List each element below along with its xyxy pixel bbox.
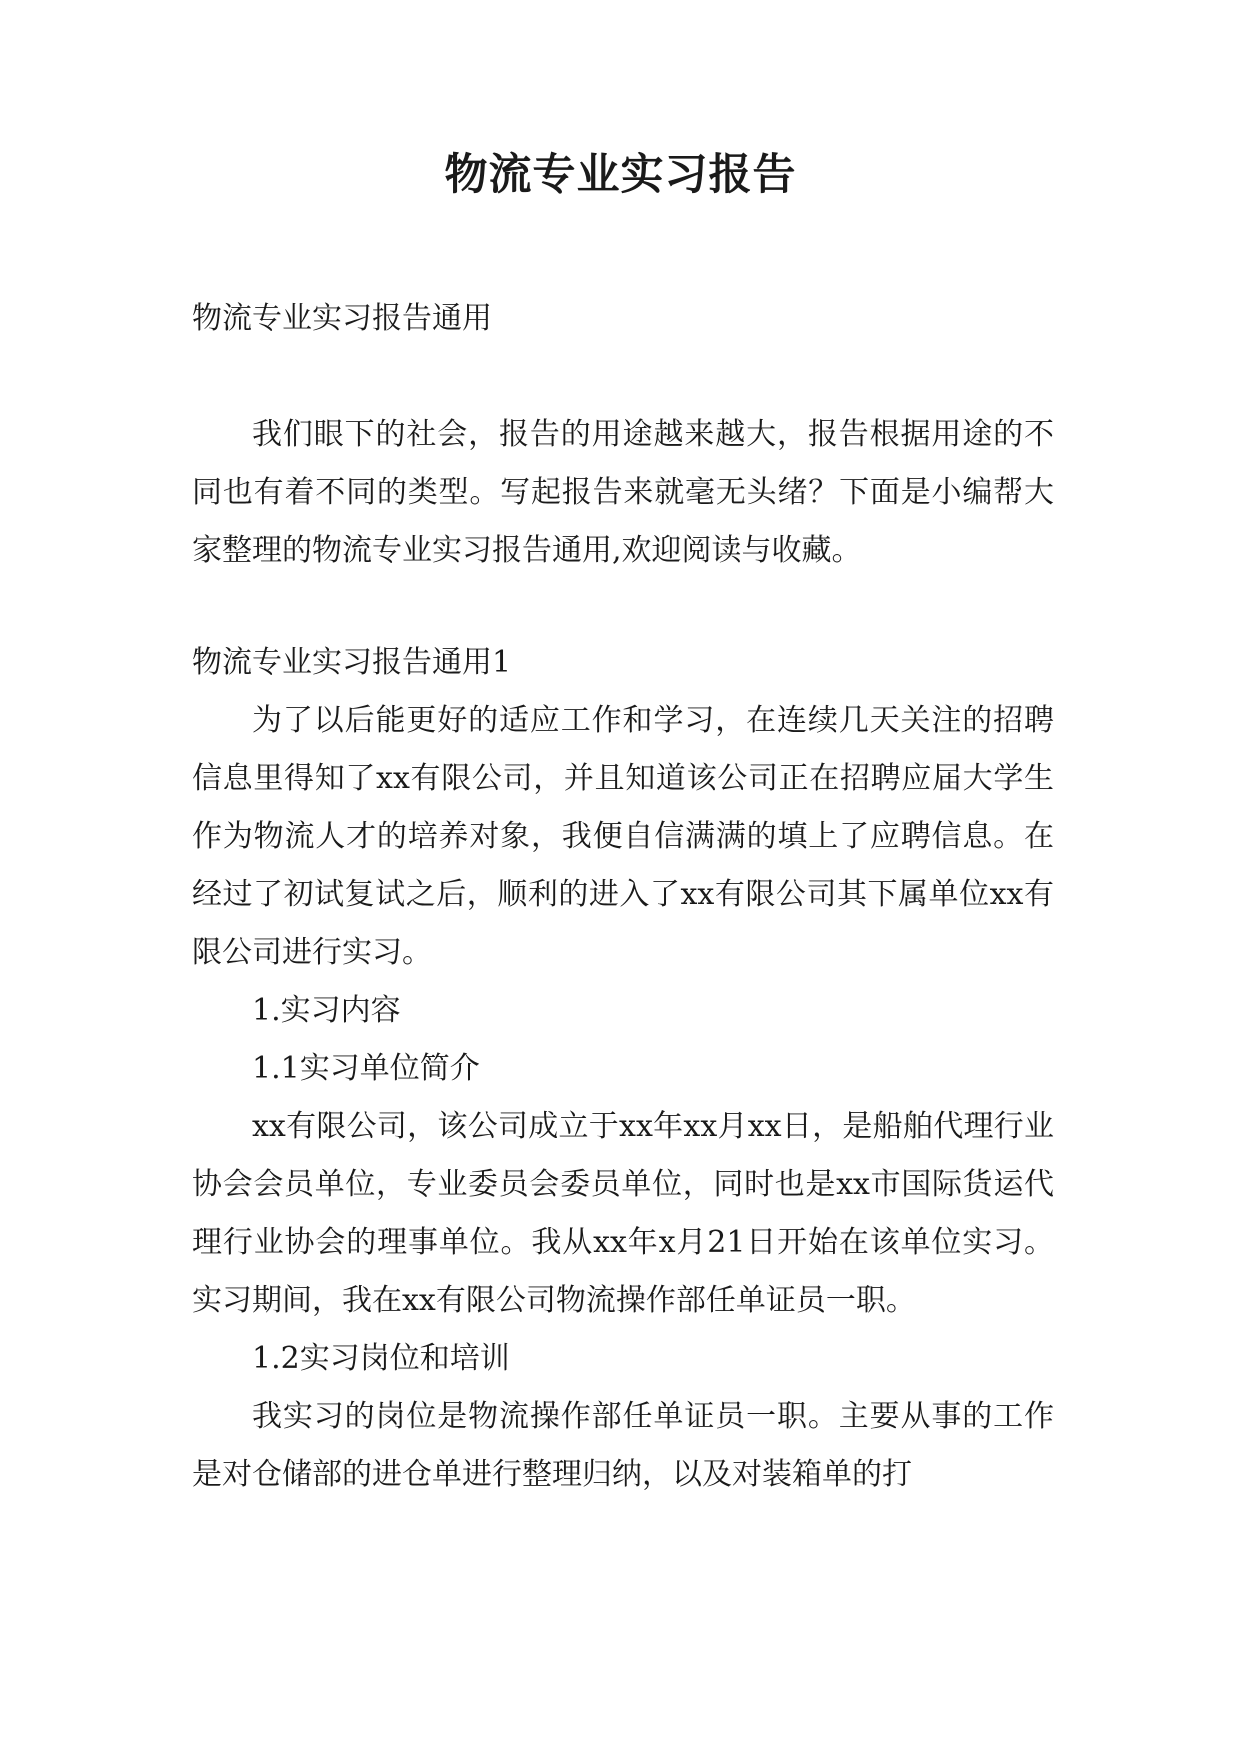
section-heading-practice-content: 1.实习内容 — [252, 993, 401, 1028]
section-heading: 物流专业实习报告通用1 — [192, 645, 512, 680]
document-body — [192, 290, 1054, 1504]
body-paragraph: 我实习的岗位是物流操作部任单证员一职。主要从事的工作是对仓储部的进仓单进行整理归纳，以及对装箱单的打 — [192, 1399, 1054, 1492]
body-paragraph: xx有限公司，该公司成立于xx年xx月xx日，是船舶代理行业协会会员单位，专业委员会委员单位，同时也是xx市国际货运代理行业协会的理事单位。我从xx年x月21日开始在该单位实习。实习期间，我在xx有限公司物流操作部任单证员一职。 — [192, 1109, 1054, 1318]
intro-paragraph: 我们眼下的社会，报告的用途越来越大，报告根据用途的不同也有着不同的类型。写起报告来就毫无头绪？下面是小编帮大家整理的物流专业实习报告通用,欢迎阅读与收藏。 — [192, 417, 1054, 568]
section-heading-position-training: 1.2实习岗位和培训 — [252, 1341, 510, 1376]
document-title: 物流专业实习报告 — [444, 150, 797, 200]
body-paragraph: 为了以后能更好的适应工作和学习，在连续几天关注的招聘信息里得知了xx有限公司，并且知道该公司正在招聘应届大学生作为物流人才的培养对象，我便自信满满的填上了应聘信息。在经过了初试复试之后，顺利的进入了xx有限公司其下属单位xx有限公司进行实习。 — [192, 703, 1054, 970]
document-subtitle: 物流专业实习报告通用 — [192, 301, 492, 336]
section-heading-company-intro: 1.1实习单位简介 — [252, 1051, 480, 1086]
